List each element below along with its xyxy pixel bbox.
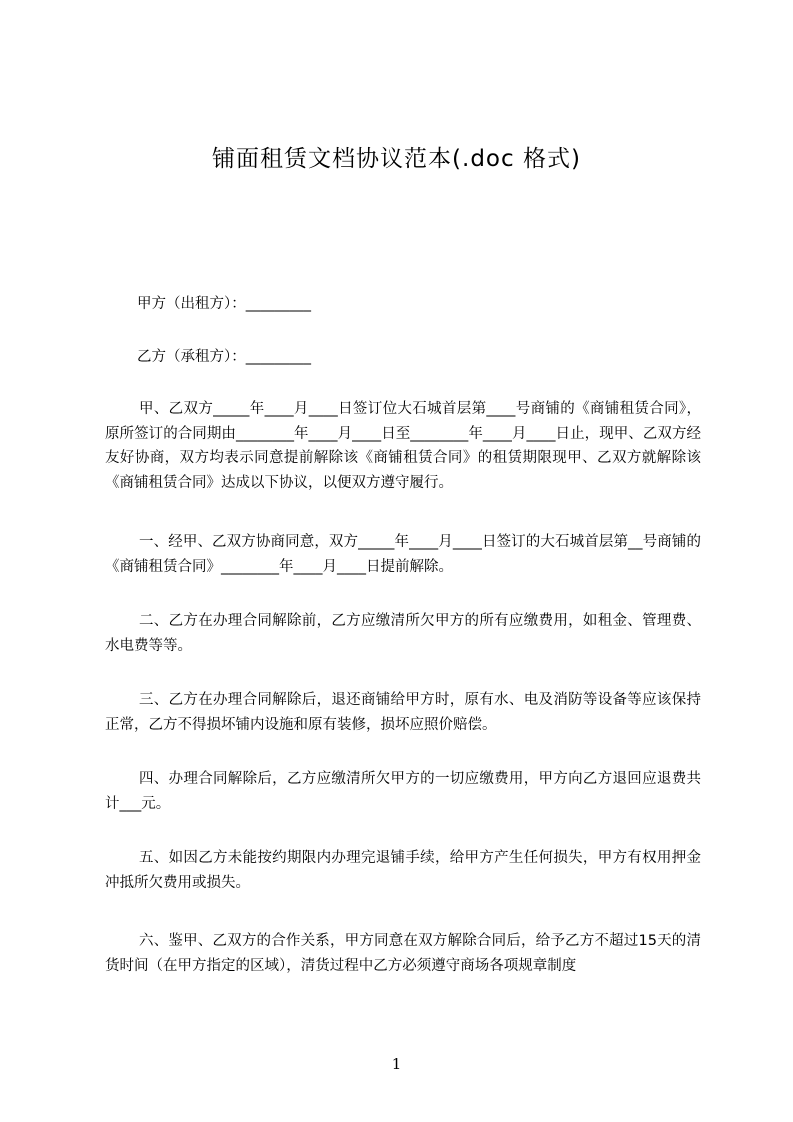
paragraph-clause-1: 一、经甲、乙双方协商同意，双方_____年____月____日签订的大石城首层第__号商铺的《商铺租赁合同》________年____月____日提前解除。 [105, 534, 701, 575]
page-number: 1 [391, 1055, 402, 1073]
paragraph-clause-3: 三、乙方在办理合同解除后，退还商铺给甲方时，原有水、电及消防等设备等应该保持正常，乙方不得损坏铺内设施和原有装修，损坏应照价赔偿。 [105, 692, 701, 733]
paragraph-clause-6: 六、鉴甲、乙双方的合作关系，甲方同意在双方解除合同后，给予乙方不超过15天的清货时间（在甲方指定的区域），清货过程中乙方必须遵守商场各项规章制度 [105, 933, 701, 974]
party-a-line: 甲方（出租方）：_________ [137, 296, 311, 312]
document-title: 铺面租赁文档协议范本(.doc 格式) [212, 146, 581, 172]
paragraph-clause-5: 五、如因乙方未能按约期限内办理完退铺手续，给甲方产生任何损失，甲方有权用押金冲抵所欠费用或损失。 [105, 850, 701, 891]
paragraph-intro: 甲、乙双方_____年____月____日签订位大石城首层第____号商铺的《商铺租赁合同》，原所签订的合同期由________年____月____日至________年____月____日止，现甲、乙双方经友好协商，双方均表示同意提前解除该《商铺租赁合同》的租赁期限现甲、乙双方就解除该《商铺租赁合同》达成以下协议，以便双方遵守履行。 [105, 401, 701, 491]
paragraph-clause-4: 四、办理合同解除后，乙方应缴清所欠甲方的一切应缴费用，甲方向乙方退回应退费共计___元。 [105, 771, 701, 812]
paragraph-clause-2: 二、乙方在办理合同解除前，乙方应缴清所欠甲方的所有应缴费用，如租金、管理费、水电费等等。 [105, 613, 701, 654]
party-b-line: 乙方（承租方）：_________ [137, 349, 311, 365]
